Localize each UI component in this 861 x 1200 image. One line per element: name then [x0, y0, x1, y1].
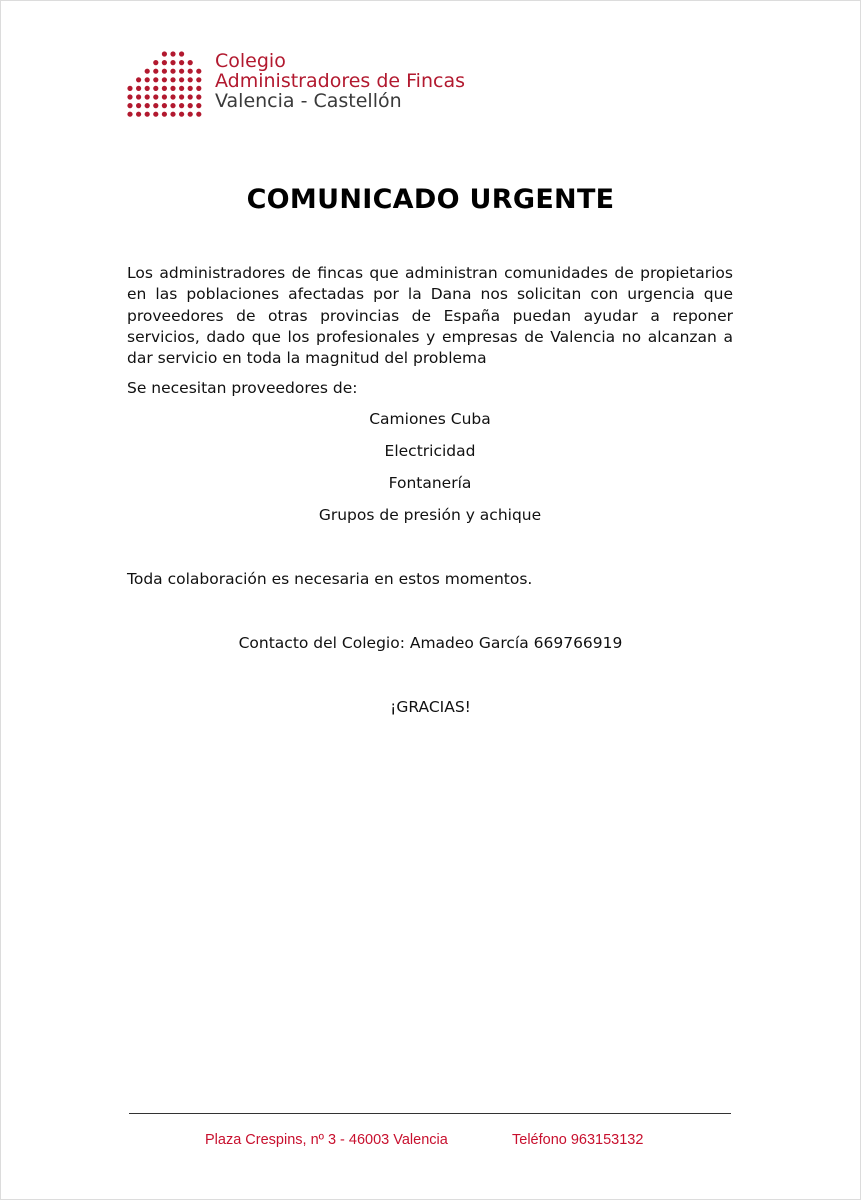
logo-dot — [127, 103, 132, 108]
logo-dot — [170, 77, 175, 82]
logo-dot — [179, 86, 184, 91]
logo-dot — [153, 60, 158, 65]
footer-phone: Teléfono 963153132 — [512, 1132, 644, 1148]
logo-dot — [170, 86, 175, 91]
logo-dot — [145, 86, 150, 91]
logo-dot — [188, 103, 193, 108]
logo-dot — [136, 86, 141, 91]
provider-item: Fontanería — [388, 474, 472, 492]
logo-dot — [188, 60, 193, 65]
logo-dot — [162, 112, 167, 117]
logo-dot — [188, 69, 193, 74]
logo-dot — [196, 112, 201, 117]
contact-line: Contacto del Colegio: Amadeo García 669766919 — [238, 634, 623, 652]
logo-dot — [188, 112, 193, 117]
dot-grid-logo-icon — [126, 50, 206, 118]
provider-item: Camiones Cuba — [369, 410, 491, 428]
logo-dot — [196, 94, 201, 99]
logo-dot — [127, 112, 132, 117]
logo-dot — [145, 103, 150, 108]
logo-dot — [153, 86, 158, 91]
logo-dot — [153, 112, 158, 117]
logo-dot — [136, 103, 141, 108]
provider-list — [127, 409, 733, 537]
provider-item: Electricidad — [384, 442, 476, 460]
logo-dot — [153, 69, 158, 74]
logo-dot — [179, 60, 184, 65]
logo-dot — [127, 94, 132, 99]
organization-name — [215, 51, 465, 111]
logo-dot — [145, 94, 150, 99]
logo-dot — [162, 94, 167, 99]
logo-dot — [127, 86, 132, 91]
logo-dot — [153, 94, 158, 99]
org-name-line2: Administradores de Fincas — [215, 70, 465, 92]
closing-line: Toda colaboración es necesaria en estos momentos. — [127, 570, 533, 588]
logo-dot — [188, 86, 193, 91]
logo-dot — [170, 51, 175, 56]
providers-intro: Se necesitan proveedores de: — [127, 379, 358, 397]
logo-dot — [136, 94, 141, 99]
logo-dot — [179, 69, 184, 74]
logo-dot — [145, 77, 150, 82]
logo-dot — [188, 94, 193, 99]
logo-dot — [170, 69, 175, 74]
logo-dot — [145, 112, 150, 117]
logo-dot — [179, 77, 184, 82]
logo-dot — [136, 77, 141, 82]
logo-dot — [162, 60, 167, 65]
logo-dot — [162, 103, 167, 108]
logo-dot — [179, 103, 184, 108]
logo-dot — [188, 77, 193, 82]
logo-dot — [153, 77, 158, 82]
logo-dot — [179, 51, 184, 56]
logo-dot — [162, 86, 167, 91]
thanks-line: ¡GRACIAS! — [390, 698, 471, 716]
provider-item: Grupos de presión y achique — [318, 506, 542, 524]
logo-dot — [145, 69, 150, 74]
logo-dot — [196, 86, 201, 91]
logo-dot — [170, 60, 175, 65]
logo-dot — [170, 103, 175, 108]
footer-address: Plaza Crespins, nº 3 - 46003 Valencia — [205, 1132, 448, 1148]
logo-dot — [170, 94, 175, 99]
logo-dot — [179, 112, 184, 117]
org-name-line3: Valencia - Castellón — [215, 90, 402, 112]
document-title: COMUNICADO URGENTE — [246, 184, 615, 215]
logo-dot — [162, 51, 167, 56]
body-paragraph: Los administradores de fincas que administran comunidades de propietarios en las poblaciones afectadas por la Dana nos solicitan con urgencia que proveedores de otras provincias de España puedan ayudar a reponer servicios, dado que los profesionales y empresas de Valencia no alcanzan a dar servicio en toda la magnitud del problema — [127, 264, 733, 368]
logo-dot — [196, 103, 201, 108]
logo-dot — [179, 94, 184, 99]
logo-dot — [196, 69, 201, 74]
logo-dot — [162, 69, 167, 74]
logo-dot — [170, 112, 175, 117]
logo-dot — [136, 112, 141, 117]
logo-dot — [196, 77, 201, 82]
logo-dot — [153, 103, 158, 108]
logo-dot — [162, 77, 167, 82]
footer-divider — [129, 1113, 731, 1114]
org-name-line1: Colegio — [215, 50, 286, 72]
